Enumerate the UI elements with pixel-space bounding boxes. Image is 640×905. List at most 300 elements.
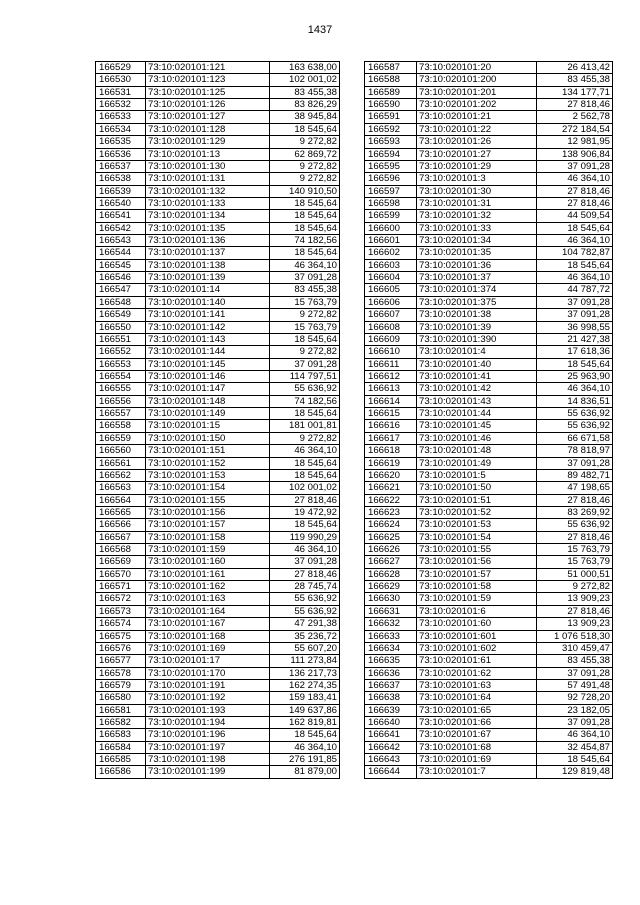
row-number: 166542 bbox=[96, 222, 146, 234]
table-row bbox=[365, 346, 613, 358]
cadastral-value: 136 217,73 bbox=[270, 667, 340, 679]
cadastral-value: 55 636,92 bbox=[270, 593, 340, 605]
cadastral-number: 73:10:020101:15 bbox=[146, 420, 270, 432]
cadastral-value: 18 545,64 bbox=[270, 197, 340, 209]
row-number: 166571 bbox=[96, 581, 146, 593]
row-number: 166625 bbox=[365, 531, 417, 543]
cadastral-number: 73:10:020101:125 bbox=[146, 86, 270, 98]
table-row bbox=[365, 605, 613, 617]
row-number: 166580 bbox=[96, 692, 146, 704]
row-number: 166553 bbox=[96, 358, 146, 370]
row-number: 166560 bbox=[96, 445, 146, 457]
table-row bbox=[365, 506, 613, 518]
table-row bbox=[96, 741, 340, 753]
row-number: 166613 bbox=[365, 383, 417, 395]
cadastral-value: 38 945,84 bbox=[270, 111, 340, 123]
cadastral-value: 272 184,54 bbox=[537, 123, 613, 135]
row-number: 166616 bbox=[365, 420, 417, 432]
cadastral-number: 73:10:020101:13 bbox=[146, 148, 270, 160]
table-row bbox=[96, 667, 340, 679]
row-number: 166592 bbox=[365, 123, 417, 135]
cadastral-value: 102 001,02 bbox=[270, 482, 340, 494]
cadastral-value: 55 636,92 bbox=[537, 519, 613, 531]
table-row bbox=[365, 99, 613, 111]
row-number: 166539 bbox=[96, 185, 146, 197]
cadastral-value: 37 091,28 bbox=[270, 358, 340, 370]
row-number: 166643 bbox=[365, 754, 417, 766]
row-number: 166565 bbox=[96, 506, 146, 518]
table-row bbox=[96, 593, 340, 605]
cadastral-value: 37 091,28 bbox=[270, 272, 340, 284]
cadastral-number: 73:10:020101:41 bbox=[417, 370, 537, 382]
table-row bbox=[96, 506, 340, 518]
table-row bbox=[365, 519, 613, 531]
cadastral-value: 1 076 518,30 bbox=[537, 630, 613, 642]
cadastral-number: 73:10:020101:161 bbox=[146, 568, 270, 580]
row-number: 166615 bbox=[365, 408, 417, 420]
row-number: 166603 bbox=[365, 259, 417, 271]
row-number: 166630 bbox=[365, 593, 417, 605]
cadastral-value: 159 183,41 bbox=[270, 692, 340, 704]
cadastral-number: 73:10:020101:134 bbox=[146, 210, 270, 222]
cadastral-value: 37 091,28 bbox=[537, 457, 613, 469]
cadastral-value: 140 910,50 bbox=[270, 185, 340, 197]
cadastral-value: 102 001,02 bbox=[270, 74, 340, 86]
row-number: 166541 bbox=[96, 210, 146, 222]
table-row bbox=[365, 593, 613, 605]
row-number: 166631 bbox=[365, 605, 417, 617]
row-number: 166595 bbox=[365, 160, 417, 172]
cadastral-number: 73:10:020101:601 bbox=[417, 630, 537, 642]
row-number: 166554 bbox=[96, 370, 146, 382]
row-number: 166531 bbox=[96, 86, 146, 98]
table-row bbox=[365, 494, 613, 506]
cadastral-number: 73:10:020101:37 bbox=[417, 272, 537, 284]
cadastral-value: 37 091,28 bbox=[537, 296, 613, 308]
cadastral-value: 12 981,95 bbox=[537, 136, 613, 148]
row-number: 166573 bbox=[96, 605, 146, 617]
cadastral-value: 27 818,46 bbox=[537, 494, 613, 506]
row-number: 166574 bbox=[96, 618, 146, 630]
row-number: 166583 bbox=[96, 729, 146, 741]
right-table bbox=[364, 61, 613, 779]
row-number: 166558 bbox=[96, 420, 146, 432]
table-row bbox=[365, 445, 613, 457]
row-number: 166545 bbox=[96, 259, 146, 271]
cadastral-value: 55 636,92 bbox=[537, 420, 613, 432]
row-number: 166547 bbox=[96, 284, 146, 296]
cadastral-number: 73:10:020101:137 bbox=[146, 247, 270, 259]
row-number: 166589 bbox=[365, 86, 417, 98]
cadastral-number: 73:10:020101:54 bbox=[417, 531, 537, 543]
cadastral-number: 73:10:020101:202 bbox=[417, 99, 537, 111]
table-row bbox=[365, 568, 613, 580]
cadastral-value: 19 472,92 bbox=[270, 506, 340, 518]
cadastral-value: 9 272,82 bbox=[270, 136, 340, 148]
cadastral-number: 73:10:020101:126 bbox=[146, 99, 270, 111]
row-number: 166620 bbox=[365, 469, 417, 481]
table-row bbox=[96, 222, 340, 234]
cadastral-value: 134 177,71 bbox=[537, 86, 613, 98]
row-number: 166529 bbox=[96, 62, 146, 74]
cadastral-value: 18 545,64 bbox=[537, 754, 613, 766]
cadastral-number: 73:10:020101:121 bbox=[146, 62, 270, 74]
cadastral-value: 46 364,10 bbox=[270, 741, 340, 753]
cadastral-value: 27 818,46 bbox=[537, 185, 613, 197]
cadastral-value: 46 364,10 bbox=[537, 272, 613, 284]
table-row bbox=[365, 432, 613, 444]
row-number: 166634 bbox=[365, 642, 417, 654]
cadastral-value: 18 545,64 bbox=[537, 222, 613, 234]
cadastral-number: 73:10:020101:59 bbox=[417, 593, 537, 605]
cadastral-number: 73:10:020101:157 bbox=[146, 519, 270, 531]
table-row bbox=[96, 605, 340, 617]
row-number: 166635 bbox=[365, 655, 417, 667]
table-row bbox=[96, 704, 340, 716]
row-number: 166632 bbox=[365, 618, 417, 630]
cadastral-value: 46 364,10 bbox=[537, 235, 613, 247]
row-number: 166597 bbox=[365, 185, 417, 197]
table-row bbox=[96, 754, 340, 766]
cadastral-value: 18 545,64 bbox=[270, 457, 340, 469]
table-row bbox=[365, 62, 613, 74]
cadastral-number: 73:10:020101:58 bbox=[417, 581, 537, 593]
row-number: 166622 bbox=[365, 494, 417, 506]
cadastral-value: 149 637,86 bbox=[270, 704, 340, 716]
cadastral-number: 73:10:020101:62 bbox=[417, 667, 537, 679]
table-row bbox=[96, 544, 340, 556]
row-number: 166629 bbox=[365, 581, 417, 593]
row-number: 166644 bbox=[365, 766, 417, 778]
cadastral-value: 83 455,38 bbox=[537, 74, 613, 86]
cadastral-number: 73:10:020101:38 bbox=[417, 309, 537, 321]
cadastral-value: 66 671,58 bbox=[537, 432, 613, 444]
cadastral-value: 83 455,38 bbox=[270, 86, 340, 98]
table-row bbox=[365, 766, 613, 778]
row-number: 166605 bbox=[365, 284, 417, 296]
cadastral-value: 18 545,64 bbox=[270, 469, 340, 481]
cadastral-number: 73:10:020101:3 bbox=[417, 173, 537, 185]
row-number: 166532 bbox=[96, 99, 146, 111]
row-number: 166536 bbox=[96, 148, 146, 160]
row-number: 166556 bbox=[96, 395, 146, 407]
row-number: 166608 bbox=[365, 321, 417, 333]
table-row bbox=[96, 173, 340, 185]
row-number: 166602 bbox=[365, 247, 417, 259]
cadastral-number: 73:10:020101:67 bbox=[417, 729, 537, 741]
cadastral-number: 73:10:020101:50 bbox=[417, 482, 537, 494]
cadastral-number: 73:10:020101:374 bbox=[417, 284, 537, 296]
row-number: 166599 bbox=[365, 210, 417, 222]
table-row bbox=[365, 333, 613, 345]
cadastral-number: 73:10:020101:201 bbox=[417, 86, 537, 98]
table-row bbox=[96, 383, 340, 395]
cadastral-number: 73:10:020101:145 bbox=[146, 358, 270, 370]
table-row bbox=[365, 309, 613, 321]
cadastral-value: 9 272,82 bbox=[537, 581, 613, 593]
cadastral-value: 57 491,48 bbox=[537, 679, 613, 691]
table-row bbox=[365, 222, 613, 234]
cadastral-number: 73:10:020101:197 bbox=[146, 741, 270, 753]
cadastral-number: 73:10:020101:21 bbox=[417, 111, 537, 123]
cadastral-value: 163 638,00 bbox=[270, 62, 340, 74]
row-number: 166537 bbox=[96, 160, 146, 172]
row-number: 166627 bbox=[365, 556, 417, 568]
cadastral-number: 73:10:020101:200 bbox=[417, 74, 537, 86]
cadastral-number: 73:10:020101:167 bbox=[146, 618, 270, 630]
table-row bbox=[365, 358, 613, 370]
cadastral-number: 73:10:020101:128 bbox=[146, 123, 270, 135]
table-row bbox=[96, 160, 340, 172]
table-row bbox=[96, 531, 340, 543]
table-row bbox=[96, 692, 340, 704]
table-row bbox=[365, 679, 613, 691]
table-row bbox=[365, 111, 613, 123]
cadastral-number: 73:10:020101:55 bbox=[417, 544, 537, 556]
cadastral-number: 73:10:020101:127 bbox=[146, 111, 270, 123]
cadastral-number: 73:10:020101:51 bbox=[417, 494, 537, 506]
cadastral-number: 73:10:020101:5 bbox=[417, 469, 537, 481]
table-row bbox=[96, 766, 340, 778]
cadastral-value: 55 607,20 bbox=[270, 642, 340, 654]
table-row bbox=[96, 568, 340, 580]
cadastral-value: 9 272,82 bbox=[270, 346, 340, 358]
row-number: 166572 bbox=[96, 593, 146, 605]
cadastral-value: 2 562,78 bbox=[537, 111, 613, 123]
table-row bbox=[365, 123, 613, 135]
table-row bbox=[96, 99, 340, 111]
row-number: 166575 bbox=[96, 630, 146, 642]
cadastral-value: 44 509,54 bbox=[537, 210, 613, 222]
table-row bbox=[365, 408, 613, 420]
cadastral-number: 73:10:020101:65 bbox=[417, 704, 537, 716]
row-number: 166543 bbox=[96, 235, 146, 247]
row-number: 166564 bbox=[96, 494, 146, 506]
table-row bbox=[365, 704, 613, 716]
cadastral-number: 73:10:020101:35 bbox=[417, 247, 537, 259]
row-number: 166594 bbox=[365, 148, 417, 160]
table-row bbox=[96, 482, 340, 494]
cadastral-value: 13 909,23 bbox=[537, 618, 613, 630]
row-number: 166624 bbox=[365, 519, 417, 531]
cadastral-number: 73:10:020101:193 bbox=[146, 704, 270, 716]
cadastral-number: 73:10:020101:151 bbox=[146, 445, 270, 457]
table-row bbox=[96, 247, 340, 259]
table-row bbox=[96, 74, 340, 86]
cadastral-number: 73:10:020101:199 bbox=[146, 766, 270, 778]
cadastral-number: 73:10:020101:26 bbox=[417, 136, 537, 148]
row-number: 166609 bbox=[365, 333, 417, 345]
row-number: 166618 bbox=[365, 445, 417, 457]
row-number: 166586 bbox=[96, 766, 146, 778]
cadastral-number: 73:10:020101:164 bbox=[146, 605, 270, 617]
cadastral-value: 44 787,72 bbox=[537, 284, 613, 296]
cadastral-value: 36 998,55 bbox=[537, 321, 613, 333]
table-row bbox=[96, 457, 340, 469]
page-number: 1437 bbox=[307, 24, 333, 36]
cadastral-number: 73:10:020101:130 bbox=[146, 160, 270, 172]
cadastral-number: 73:10:020101:30 bbox=[417, 185, 537, 197]
table-row bbox=[365, 284, 613, 296]
row-number: 166628 bbox=[365, 568, 417, 580]
cadastral-number: 73:10:020101:56 bbox=[417, 556, 537, 568]
cadastral-number: 73:10:020101:66 bbox=[417, 717, 537, 729]
row-number: 166606 bbox=[365, 296, 417, 308]
row-number: 166566 bbox=[96, 519, 146, 531]
cadastral-number: 73:10:020101:148 bbox=[146, 395, 270, 407]
row-number: 166612 bbox=[365, 370, 417, 382]
row-number: 166546 bbox=[96, 272, 146, 284]
cadastral-value: 27 818,46 bbox=[537, 99, 613, 111]
table-row bbox=[365, 395, 613, 407]
cadastral-number: 73:10:020101:163 bbox=[146, 593, 270, 605]
cadastral-number: 73:10:020101:29 bbox=[417, 160, 537, 172]
table-row bbox=[365, 729, 613, 741]
cadastral-value: 9 272,82 bbox=[270, 432, 340, 444]
cadastral-number: 73:10:020101:14 bbox=[146, 284, 270, 296]
cadastral-value: 18 545,64 bbox=[270, 333, 340, 345]
cadastral-value: 74 182,56 bbox=[270, 235, 340, 247]
cadastral-value: 26 413,42 bbox=[537, 62, 613, 74]
cadastral-number: 73:10:020101:131 bbox=[146, 173, 270, 185]
table-row bbox=[96, 136, 340, 148]
row-number: 166550 bbox=[96, 321, 146, 333]
cadastral-number: 73:10:020101:132 bbox=[146, 185, 270, 197]
row-number: 166640 bbox=[365, 717, 417, 729]
table-row bbox=[96, 655, 340, 667]
row-number: 166614 bbox=[365, 395, 417, 407]
cadastral-number: 73:10:020101:140 bbox=[146, 296, 270, 308]
row-number: 166639 bbox=[365, 704, 417, 716]
table-row bbox=[96, 679, 340, 691]
cadastral-number: 73:10:020101:155 bbox=[146, 494, 270, 506]
table-row bbox=[96, 284, 340, 296]
table-row bbox=[365, 74, 613, 86]
cadastral-value: 89 482,71 bbox=[537, 469, 613, 481]
cadastral-number: 73:10:020101:139 bbox=[146, 272, 270, 284]
cadastral-number: 73:10:020101:375 bbox=[417, 296, 537, 308]
cadastral-value: 23 182,05 bbox=[537, 704, 613, 716]
cadastral-number: 73:10:020101:169 bbox=[146, 642, 270, 654]
cadastral-value: 46 364,10 bbox=[537, 729, 613, 741]
table-row bbox=[365, 655, 613, 667]
cadastral-value: 18 545,64 bbox=[537, 259, 613, 271]
table-row bbox=[96, 618, 340, 630]
row-number: 166610 bbox=[365, 346, 417, 358]
row-number: 166638 bbox=[365, 692, 417, 704]
table-row bbox=[365, 296, 613, 308]
row-number: 166538 bbox=[96, 173, 146, 185]
cadastral-number: 73:10:020101:43 bbox=[417, 395, 537, 407]
cadastral-value: 37 091,28 bbox=[270, 556, 340, 568]
table-row bbox=[365, 272, 613, 284]
table-row bbox=[96, 62, 340, 74]
cadastral-value: 37 091,28 bbox=[537, 667, 613, 679]
row-number: 166598 bbox=[365, 197, 417, 209]
cadastral-number: 73:10:020101:7 bbox=[417, 766, 537, 778]
cadastral-value: 111 273,84 bbox=[270, 655, 340, 667]
cadastral-number: 73:10:020101:34 bbox=[417, 235, 537, 247]
table-row bbox=[96, 272, 340, 284]
table-row bbox=[96, 259, 340, 271]
cadastral-value: 104 782,87 bbox=[537, 247, 613, 259]
cadastral-number: 73:10:020101:68 bbox=[417, 741, 537, 753]
table-row bbox=[365, 420, 613, 432]
table-row bbox=[96, 445, 340, 457]
cadastral-value: 55 636,92 bbox=[270, 605, 340, 617]
row-number: 166585 bbox=[96, 754, 146, 766]
cadastral-value: 78 818,97 bbox=[537, 445, 613, 457]
table-row bbox=[96, 729, 340, 741]
table-row bbox=[96, 408, 340, 420]
cadastral-number: 73:10:020101:33 bbox=[417, 222, 537, 234]
table-row bbox=[96, 86, 340, 98]
cadastral-value: 27 818,46 bbox=[270, 494, 340, 506]
cadastral-value: 181 001,81 bbox=[270, 420, 340, 432]
cadastral-number: 73:10:020101:46 bbox=[417, 432, 537, 444]
cadastral-value: 15 763,79 bbox=[270, 296, 340, 308]
row-number: 166559 bbox=[96, 432, 146, 444]
cadastral-value: 55 636,92 bbox=[537, 408, 613, 420]
table-row bbox=[365, 160, 613, 172]
cadastral-value: 276 191,85 bbox=[270, 754, 340, 766]
cadastral-number: 73:10:020101:63 bbox=[417, 679, 537, 691]
cadastral-number: 73:10:020101:162 bbox=[146, 581, 270, 593]
cadastral-value: 46 364,10 bbox=[537, 383, 613, 395]
table-row bbox=[96, 148, 340, 160]
cadastral-number: 73:10:020101:57 bbox=[417, 568, 537, 580]
table-row bbox=[96, 494, 340, 506]
table-row bbox=[96, 358, 340, 370]
cadastral-number: 73:10:020101:123 bbox=[146, 74, 270, 86]
table-row bbox=[365, 235, 613, 247]
row-number: 166576 bbox=[96, 642, 146, 654]
cadastral-value: 47 291,38 bbox=[270, 618, 340, 630]
row-number: 166590 bbox=[365, 99, 417, 111]
table-row bbox=[365, 556, 613, 568]
table-row bbox=[96, 346, 340, 358]
table-row bbox=[365, 383, 613, 395]
table-row bbox=[96, 370, 340, 382]
table-row bbox=[96, 469, 340, 481]
cadastral-value: 83 826,29 bbox=[270, 99, 340, 111]
row-number: 166561 bbox=[96, 457, 146, 469]
row-number: 166563 bbox=[96, 482, 146, 494]
row-number: 166579 bbox=[96, 679, 146, 691]
cadastral-number: 73:10:020101:136 bbox=[146, 235, 270, 247]
cadastral-value: 27 818,46 bbox=[537, 531, 613, 543]
table-row bbox=[365, 618, 613, 630]
cadastral-number: 73:10:020101:49 bbox=[417, 457, 537, 469]
cadastral-value: 46 364,10 bbox=[537, 173, 613, 185]
cadastral-number: 73:10:020101:192 bbox=[146, 692, 270, 704]
table-row bbox=[96, 642, 340, 654]
cadastral-number: 73:10:020101:150 bbox=[146, 432, 270, 444]
cadastral-number: 73:10:020101:27 bbox=[417, 148, 537, 160]
cadastral-value: 46 364,10 bbox=[270, 259, 340, 271]
row-number: 166570 bbox=[96, 568, 146, 580]
cadastral-number: 73:10:020101:143 bbox=[146, 333, 270, 345]
table-row bbox=[365, 482, 613, 494]
table-row bbox=[96, 309, 340, 321]
cadastral-number: 73:10:020101:149 bbox=[146, 408, 270, 420]
cadastral-value: 18 545,64 bbox=[270, 123, 340, 135]
table-row bbox=[365, 531, 613, 543]
cadastral-value: 18 545,64 bbox=[270, 408, 340, 420]
row-number: 166562 bbox=[96, 469, 146, 481]
cadastral-number: 73:10:020101:160 bbox=[146, 556, 270, 568]
cadastral-value: 46 364,10 bbox=[270, 544, 340, 556]
